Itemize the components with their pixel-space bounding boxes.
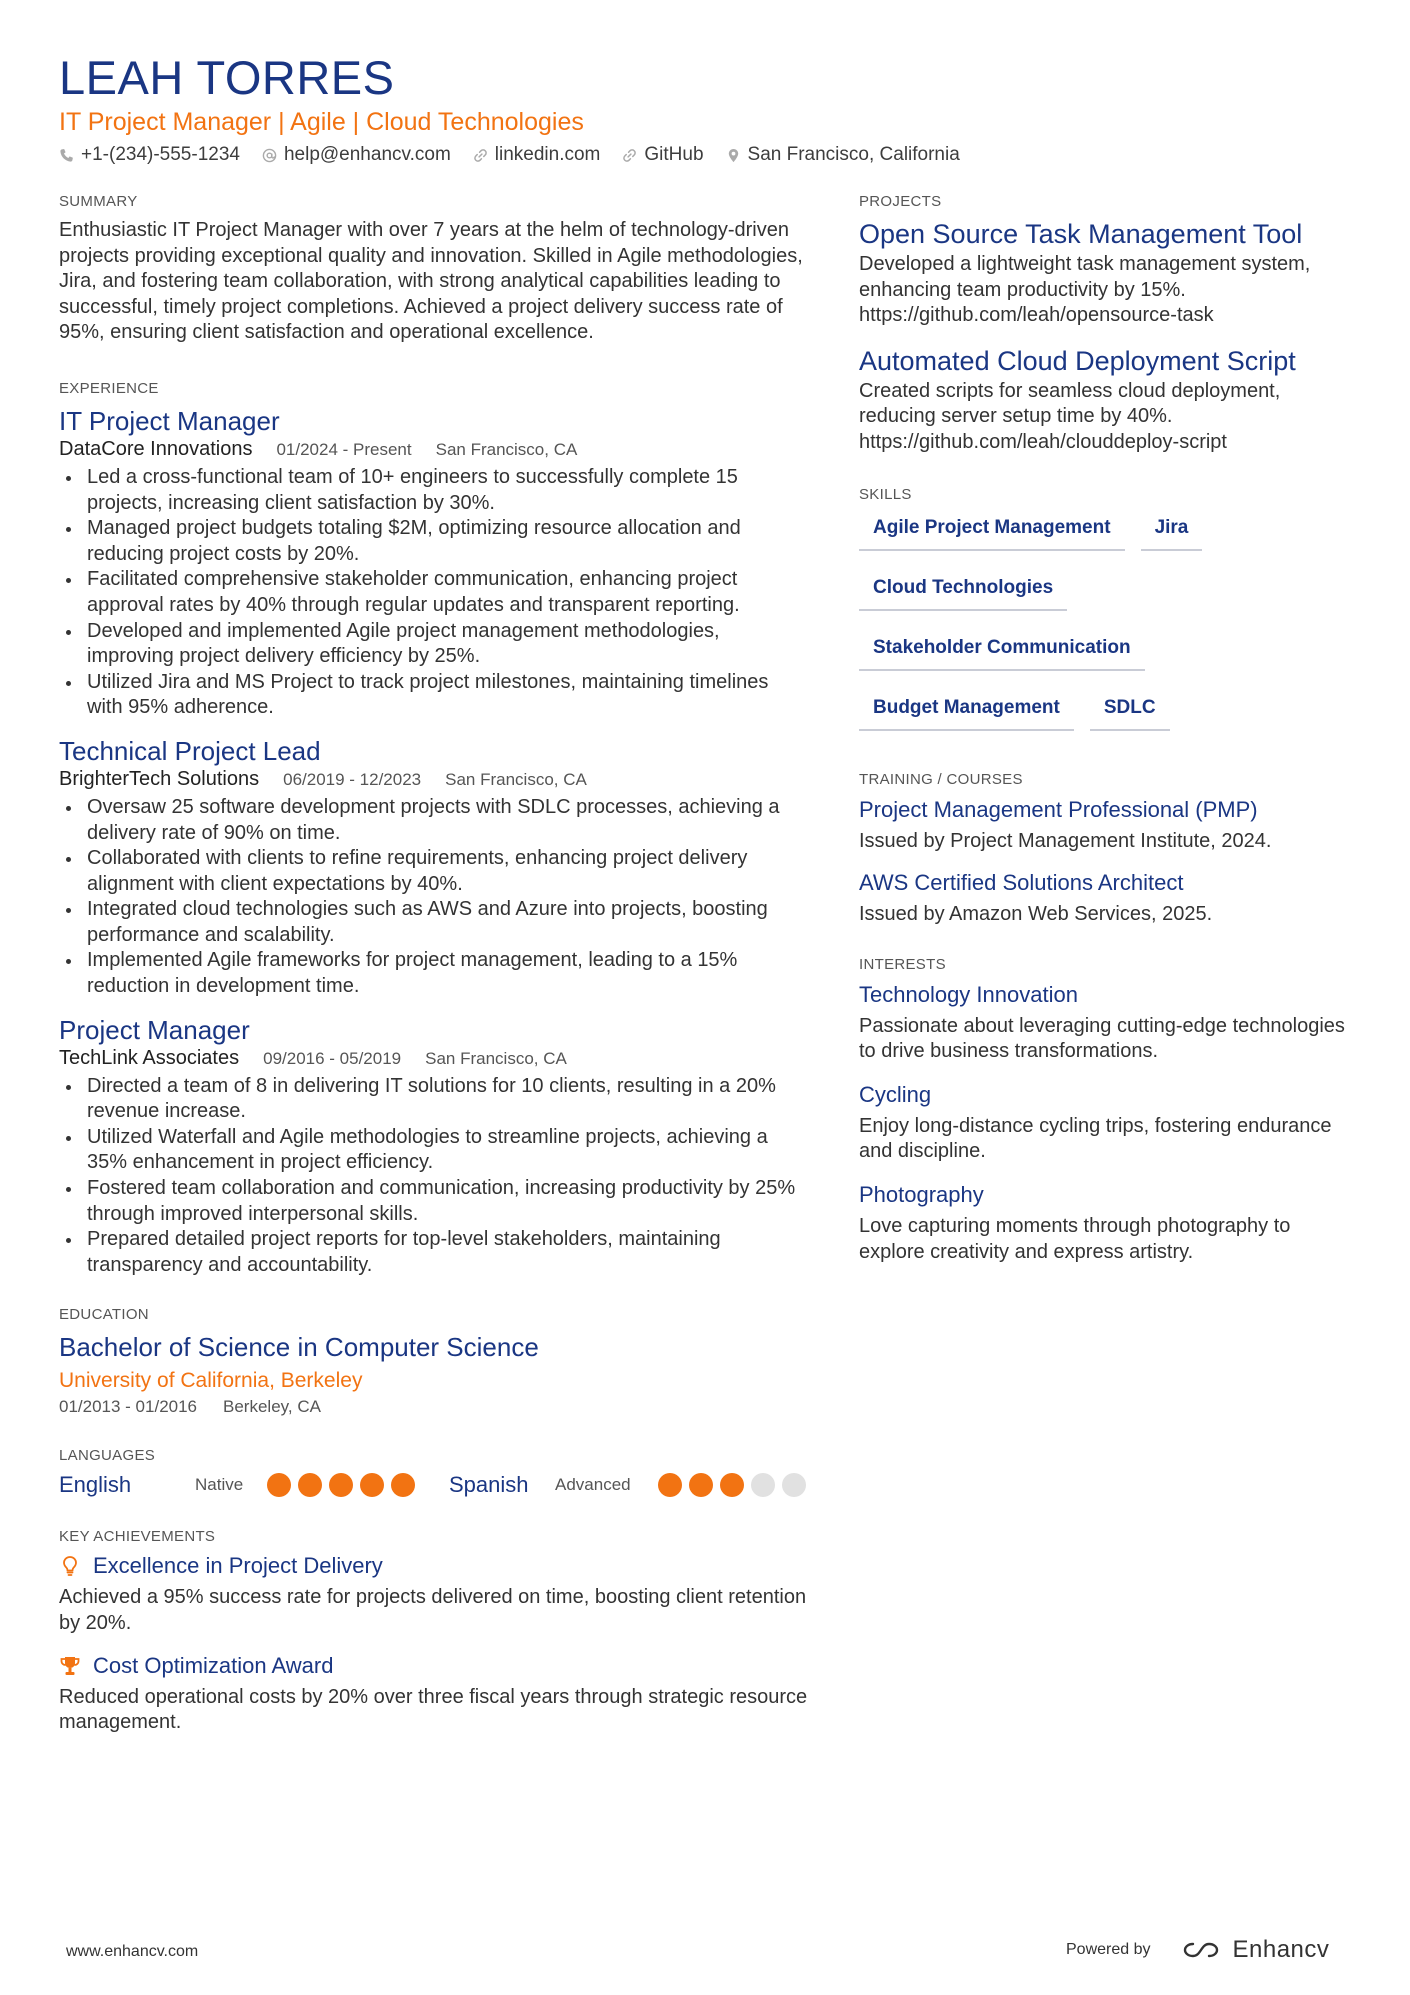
interest-title: Photography — [859, 1181, 984, 1207]
contact-bar — [59, 144, 960, 166]
lightbulb-icon — [59, 1555, 81, 1577]
achievement-title: Excellence in Project Delivery — [93, 1553, 383, 1579]
skill-tag: Cloud Technologies — [859, 571, 1067, 611]
job-title: Project Manager — [59, 1014, 250, 1045]
bullet-item: Managed project budgets totaling $2M, optimizing resource allocation and reducing project costs by 20%. — [59, 516, 809, 567]
degree-title: Bachelor of Science in Computer Science — [59, 1332, 539, 1363]
right-column — [859, 193, 1359, 1291]
achievement-title: Cost Optimization Award — [93, 1652, 334, 1678]
skill-tag: Jira — [1141, 511, 1203, 551]
course-text: Issued by Project Management Institute, 2024. — [859, 829, 1272, 852]
job-entry — [59, 735, 809, 1000]
contact-email-text[interactable]: help@enhancv.com — [283, 144, 451, 165]
interest-title: Technology Innovation — [859, 981, 1078, 1007]
enhancv-logo-icon — [1179, 1938, 1223, 1962]
powered-by-text: Powered by — [1066, 1941, 1151, 1958]
section-title: EXPERIENCE — [59, 379, 159, 397]
interest-text: Passionate about leveraging cutting-edge technologies to drive business transformations. — [859, 1014, 1345, 1063]
section-title: INTERESTS — [859, 955, 946, 973]
phone-icon — [59, 148, 74, 163]
contact-email — [262, 144, 451, 166]
education-meta — [59, 1397, 809, 1417]
job-location: San Francisco, CA — [445, 769, 587, 789]
project-item — [859, 345, 1359, 456]
location-icon — [726, 148, 741, 163]
skill-tag: Agile Project Management — [859, 511, 1125, 551]
summary-section — [59, 193, 809, 346]
left-column — [59, 193, 809, 1762]
bullet-item: Facilitated comprehensive stakeholder communication, enhancing project approval rates by 40% through regular updates and transparent reporting. — [59, 567, 809, 618]
brand-logo[interactable] — [1179, 1936, 1330, 1964]
job-meta — [59, 438, 809, 461]
interests-section — [859, 956, 1359, 1266]
course-title: Project Management Professional (PMP) — [859, 796, 1258, 822]
company-name: DataCore Innovations — [59, 437, 253, 460]
language-level: Native — [195, 1475, 244, 1495]
candidate-headline: IT Project Manager | Agile | Cloud Technologies — [59, 108, 584, 136]
contact-linkedin — [473, 144, 601, 166]
bullet-item: Implemented Agile frameworks for project management, leading to a 15% reduction in development time. — [59, 948, 809, 999]
job-location: San Francisco, CA — [435, 439, 578, 459]
languages-row — [59, 1472, 809, 1498]
contact-phone — [59, 144, 240, 166]
rating-dot-filled — [658, 1473, 682, 1497]
job-title: IT Project Manager — [59, 405, 280, 436]
job-bullets — [59, 465, 809, 721]
rating-dot-filled — [720, 1473, 744, 1497]
achievement-head — [59, 1653, 809, 1679]
interest-item — [859, 1081, 1359, 1165]
project-text: Developed a lightweight task management system, enhancing team productivity by 15%. https://github.com/leah/opensource-task — [859, 253, 1311, 327]
interest-text: Enjoy long-distance cycling trips, fostering endurance and discipline. — [859, 1114, 1332, 1163]
email-icon — [262, 148, 277, 163]
skill-tag: SDLC — [1090, 691, 1170, 731]
languages-section — [59, 1447, 809, 1498]
education-dates: 01/2013 - 01/2016 — [59, 1397, 198, 1417]
bullet-item: Utilized Waterfall and Agile methodologies to streamline projects, achieving a 35% enhancement in project efficiency. — [59, 1125, 809, 1176]
section-title: KEY ACHIEVEMENTS — [59, 1528, 216, 1546]
company-name: TechLink Associates — [59, 1046, 240, 1069]
interest-title: Cycling — [859, 1081, 932, 1107]
company-name: BrighterTech Solutions — [59, 767, 260, 790]
course-text: Issued by Amazon Web Services, 2025. — [859, 902, 1213, 925]
training-section — [859, 771, 1359, 926]
job-bullets — [59, 795, 809, 1000]
achievements-section — [59, 1528, 809, 1735]
footer-branding — [1066, 1936, 1329, 1964]
job-dates: 09/2016 - 05/2019 — [263, 1048, 402, 1068]
language-name: Spanish — [449, 1472, 529, 1498]
link-icon — [622, 148, 637, 163]
bullet-item: Collaborated with clients to refine requirements, enhancing project delivery alignment with client expectations by 40%. — [59, 846, 809, 897]
education-section — [59, 1306, 809, 1417]
contact-location-text: San Francisco, California — [747, 144, 960, 165]
job-entry — [59, 1014, 809, 1279]
bullet-item: Integrated cloud technologies such as AWS and Azure into projects, boosting performance and scalability. — [59, 897, 809, 948]
course-title: AWS Certified Solutions Architect — [859, 869, 1184, 895]
job-meta — [59, 768, 809, 791]
section-title: EDUCATION — [59, 1306, 149, 1324]
interest-item — [859, 1181, 1359, 1265]
section-title: LANGUAGES — [59, 1447, 156, 1465]
project-text: Created scripts for seamless cloud deployment, reducing server setup time by 40%. https://github.com/leah/clouddeploy-script — [859, 379, 1281, 453]
projects-section — [859, 193, 1359, 456]
contact-linkedin-text[interactable]: linkedin.com — [494, 144, 601, 165]
achievement-item — [59, 1553, 809, 1636]
bullet-item: Oversaw 25 software development projects with SDLC processes, achieving a delivery rate of 90% on time. — [59, 795, 809, 846]
language-rating — [267, 1473, 415, 1497]
rating-dot-filled — [689, 1473, 713, 1497]
language-name: English — [59, 1472, 132, 1498]
achievement-head — [59, 1553, 809, 1579]
trophy-icon — [59, 1655, 81, 1677]
summary-text: Enthusiastic IT Project Manager with over 7 years at the helm of technology-driven projects providing exceptional quality and innovation. Skilled in Agile methodologies, Jira, and fostering team collaboration, with strong analytical capabilities leading to successful, timely project completions. Achieved a project delivery success rate of 95%, ensuring client satisfaction and operational excellence. — [59, 219, 803, 344]
section-title: SUMMARY — [59, 193, 138, 210]
bullet-item: Utilized Jira and MS Project to track project milestones, maintaining timelines with 95% adherence. — [59, 670, 809, 721]
rating-dot-filled — [298, 1473, 322, 1497]
rating-dot-empty — [751, 1473, 775, 1497]
job-entry — [59, 405, 809, 721]
job-bullets — [59, 1074, 809, 1279]
contact-github — [622, 144, 703, 166]
course-item — [859, 796, 1359, 853]
achievement-text: Achieved a 95% success rate for projects delivered on time, boosting client retention by 20%. — [59, 1586, 807, 1634]
candidate-name: LEAH TORRES — [59, 51, 395, 104]
skills-list — [859, 511, 1359, 731]
contact-phone-text[interactable]: +1-(234)-555-1234 — [81, 144, 240, 165]
section-title: TRAINING / COURSES — [859, 770, 1023, 788]
skill-tag: Budget Management — [859, 691, 1074, 731]
job-location: San Francisco, CA — [425, 1048, 567, 1068]
job-dates: 01/2024 - Present — [276, 439, 412, 459]
interest-item — [859, 981, 1359, 1065]
achievement-text: Reduced operational costs by 20% over three fiscal years through strategic resource management. — [59, 1685, 808, 1734]
rating-dot-filled — [360, 1473, 384, 1497]
bullet-item: Developed and implemented Agile project management methodologies, improving project delivery efficiency by 25%. — [59, 619, 809, 670]
job-meta — [59, 1047, 809, 1070]
interest-text: Love capturing moments through photography to explore creativity and express artistry. — [859, 1214, 1291, 1263]
link-icon — [473, 148, 488, 163]
job-title: Technical Project Lead — [59, 735, 321, 766]
rating-dot-filled — [391, 1473, 415, 1497]
skills-section — [859, 486, 1359, 731]
language-level: Advanced — [555, 1475, 631, 1495]
job-dates: 06/2019 - 12/2023 — [283, 769, 422, 789]
experience-section — [59, 380, 809, 1278]
bullet-item: Fostered team collaboration and communication, increasing productivity by 25% through improved interpersonal skills. — [59, 1176, 809, 1227]
bullet-item: Led a cross-functional team of 10+ engineers to successfully complete 15 projects, increasing client satisfaction by 30%. — [59, 465, 809, 516]
contact-github-text[interactable]: GitHub — [644, 144, 704, 165]
achievement-item — [59, 1653, 809, 1736]
skill-tag: Stakeholder Communication — [859, 631, 1145, 671]
rating-dot-empty — [782, 1473, 806, 1497]
rating-dot-filled — [267, 1473, 291, 1497]
footer-website[interactable]: www.enhancv.com — [66, 1943, 199, 1960]
course-item — [859, 869, 1359, 926]
school-name: University of California, Berkeley — [59, 1369, 363, 1393]
contact-location — [726, 144, 960, 166]
section-title: PROJECTS — [859, 193, 942, 210]
rating-dot-filled — [329, 1473, 353, 1497]
language-rating — [658, 1473, 806, 1497]
bullet-item: Prepared detailed project reports for top-level stakeholders, maintaining transparency and accountability. — [59, 1227, 809, 1278]
project-title: Open Source Task Management Tool — [859, 219, 1303, 249]
brand-name: Enhancv — [1232, 1936, 1330, 1963]
section-title: SKILLS — [859, 485, 912, 503]
bullet-item: Directed a team of 8 in delivering IT solutions for 10 clients, resulting in a 20% revenue increase. — [59, 1074, 809, 1125]
project-item — [859, 218, 1359, 329]
education-location: Berkeley, CA — [223, 1397, 321, 1417]
project-title: Automated Cloud Deployment Script — [859, 345, 1296, 376]
